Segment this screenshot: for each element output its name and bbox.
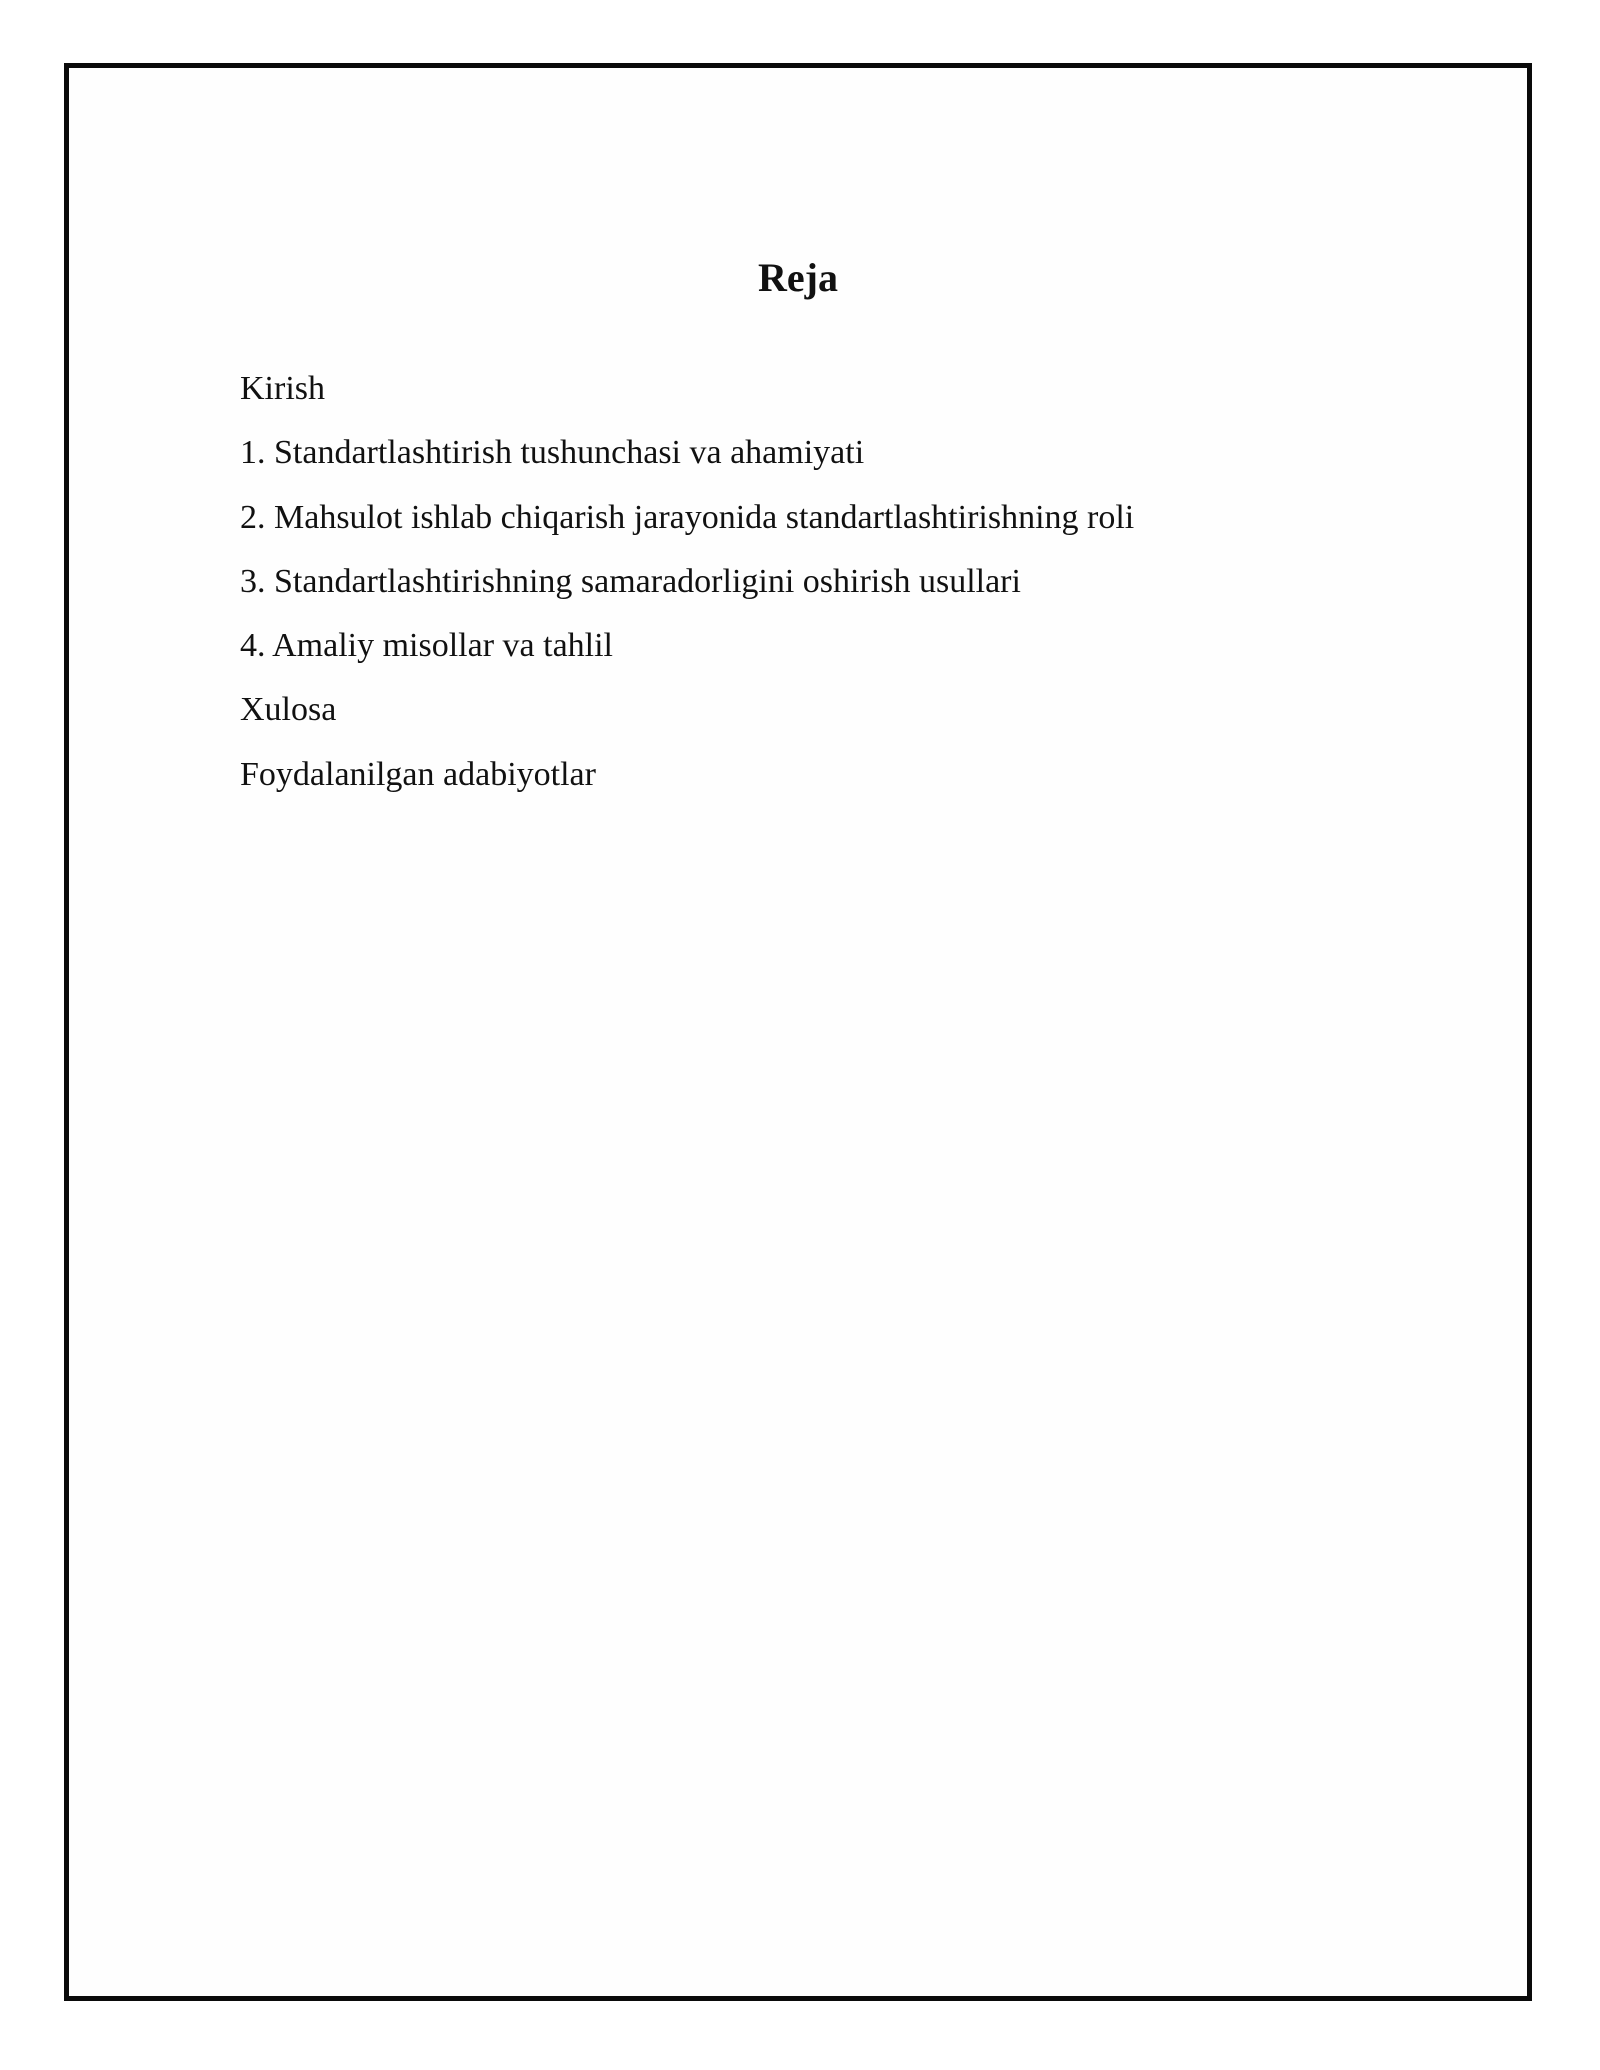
plan-item-references: Foydalanilgan adabiyotlar (240, 755, 596, 793)
plan-item-4: 4. Amaliy misollar va tahlil (240, 627, 614, 665)
plan-item-intro: Kirish (240, 370, 325, 407)
plan-item-2: 2. Mahsulot ishlab chiqarish jarayonida standartlashtirishning roli (240, 498, 1135, 536)
plan-item-1: 1. Standartlashtirish tushunchasi va ahamiyati (240, 434, 865, 472)
page-border-frame (64, 63, 1532, 2001)
plan-item-3: 3. Standartlashtirishning samaradorligini oshirish usullari (240, 562, 1021, 600)
plan-item-conclusion: Xulosa (240, 691, 337, 729)
page-title: Reja (758, 255, 838, 300)
plan-list (240, 357, 1134, 807)
